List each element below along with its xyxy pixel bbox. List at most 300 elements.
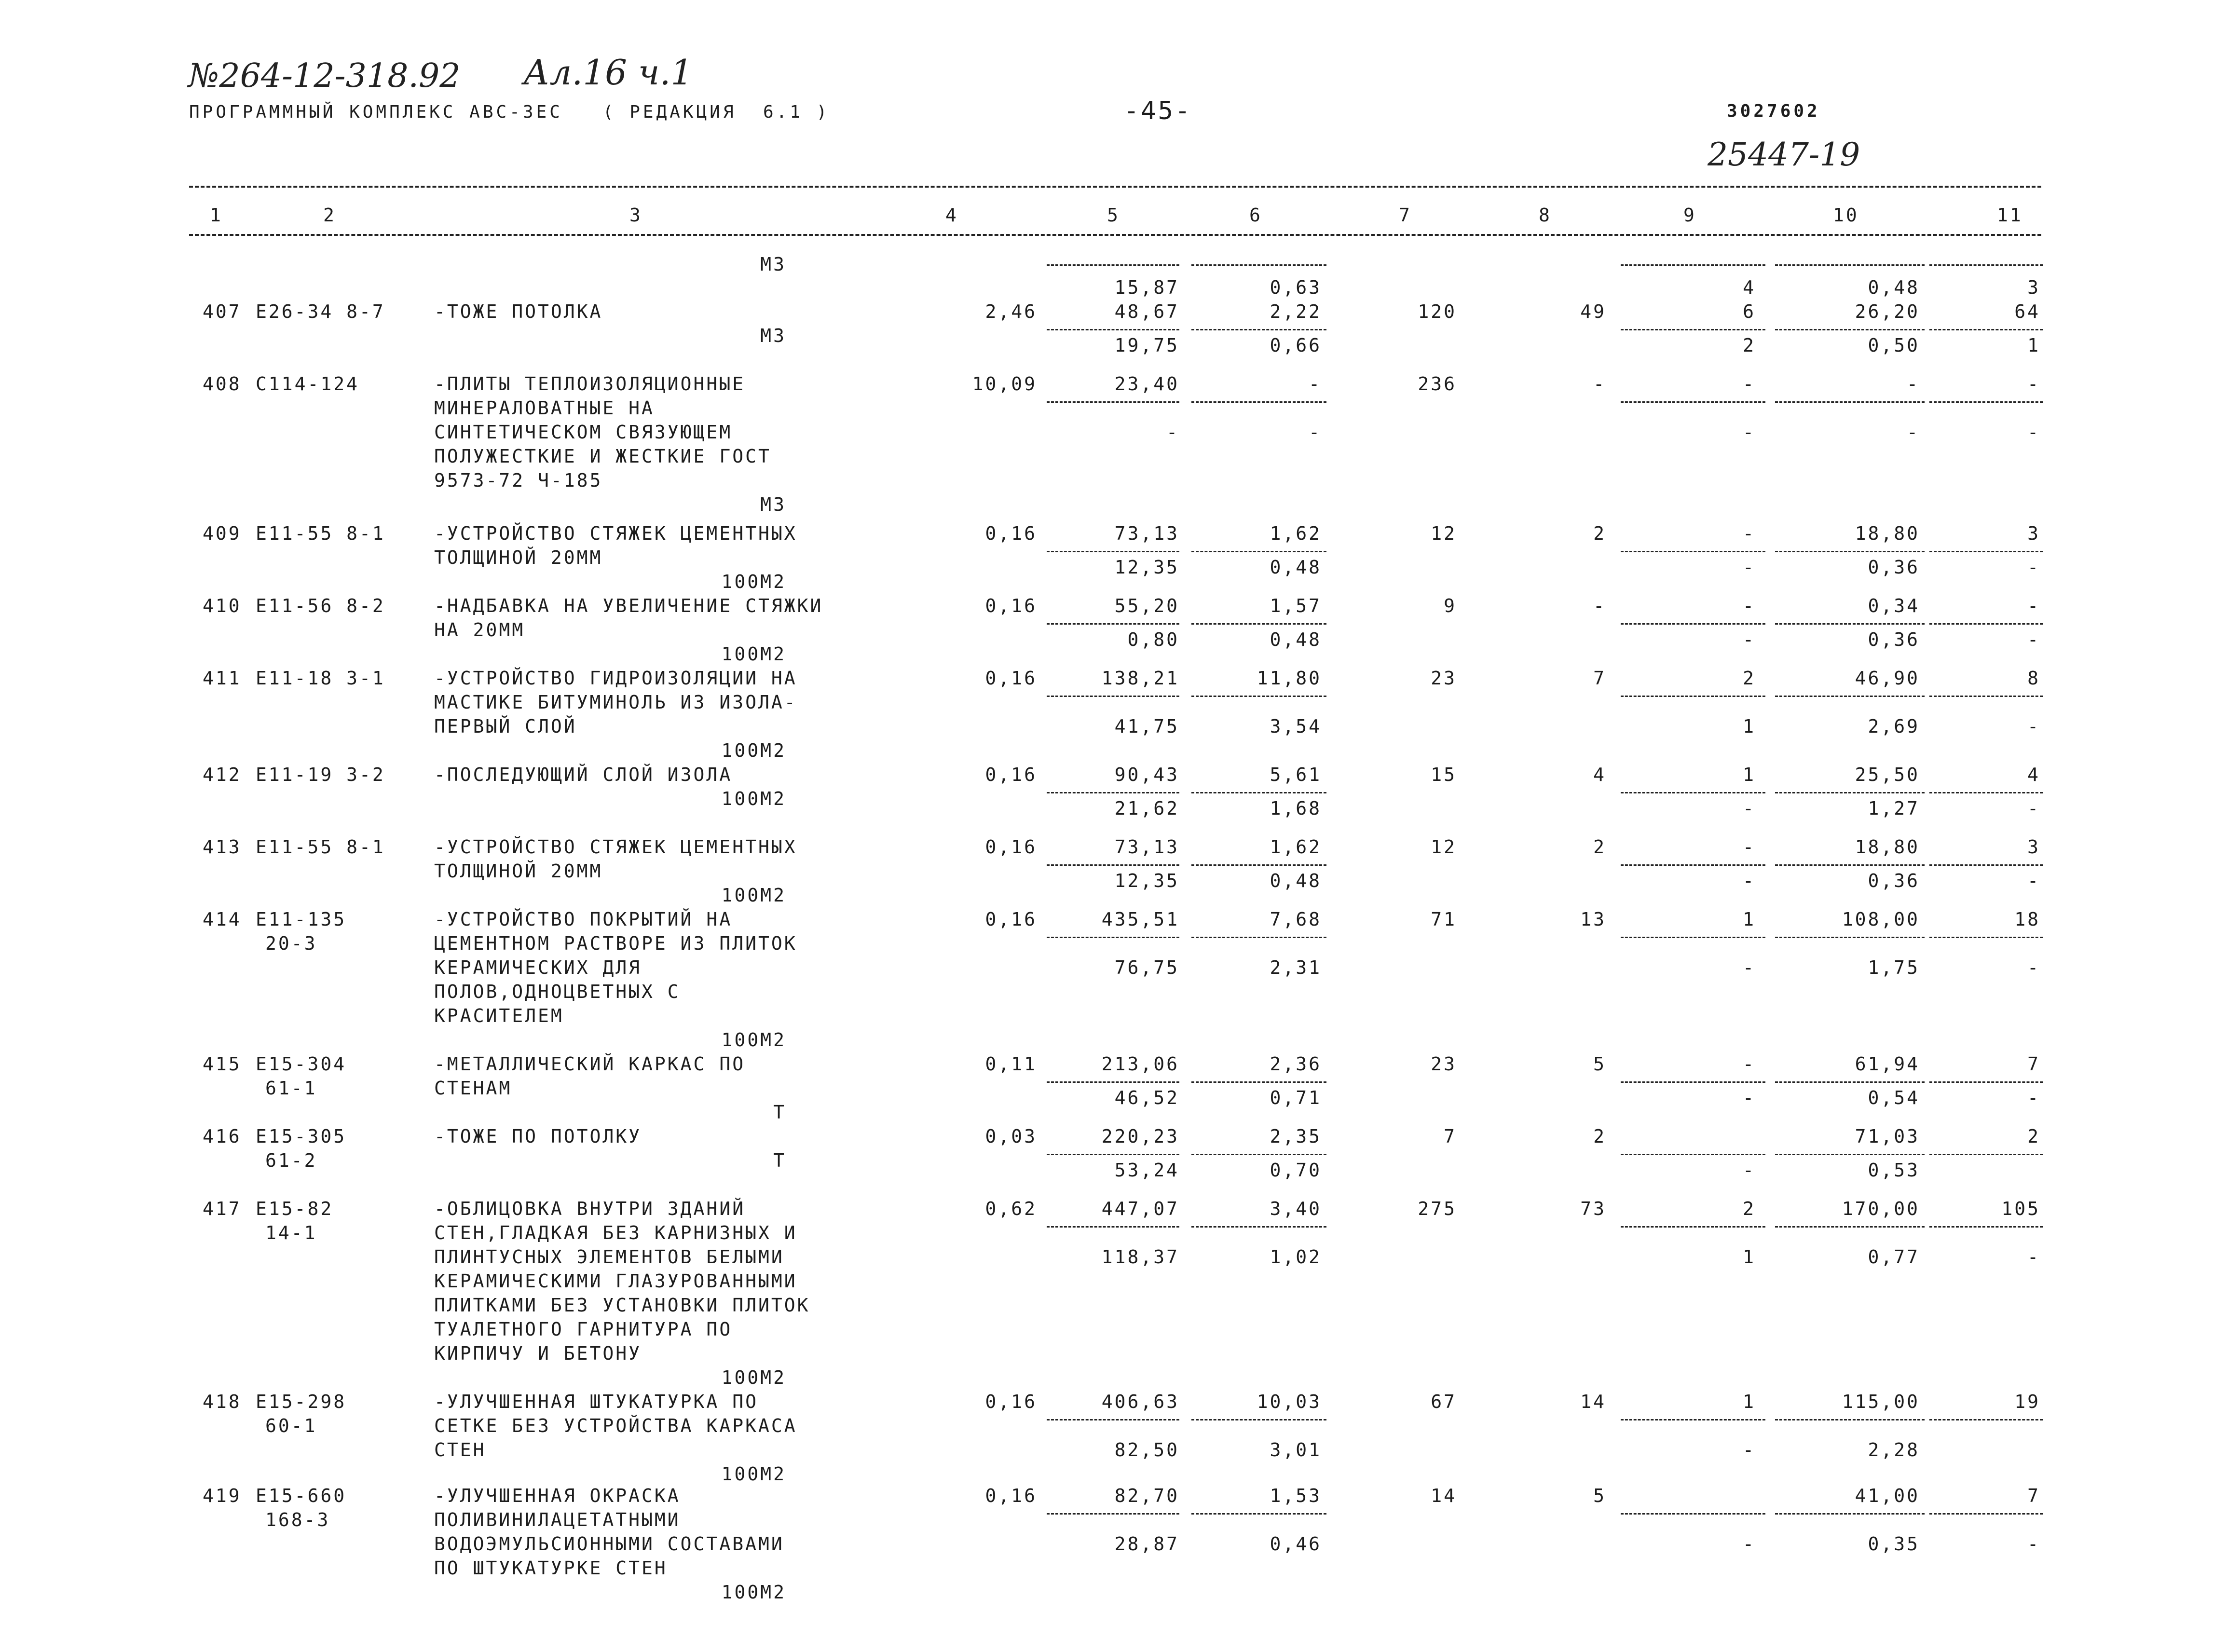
row-description: ПЕРВЫЙ СЛОЙ [434, 716, 577, 737]
unit-label: 100М2 [721, 1029, 786, 1051]
column-header-6: 6 [1249, 205, 1262, 226]
sub-value-c9: - [1743, 629, 1756, 650]
sub-value-c5: 21,62 [1114, 798, 1179, 819]
cell-dashes [1047, 401, 1179, 403]
value-c6: - [1309, 373, 1322, 395]
unit-label: 100М2 [721, 643, 786, 665]
sub-value-c6: 1,02 [1270, 1246, 1322, 1268]
row-description: -УЛУЧШЕННАЯ ШТУКАТУРКА ПО [434, 1391, 758, 1412]
unit-label: 100М2 [721, 1367, 786, 1388]
cell-dashes [1929, 1513, 2043, 1515]
sub-value-c9: 4 [1743, 277, 1756, 298]
value-c5: 90,43 [1114, 764, 1179, 785]
row-description: -ТОЖЕ ПОТОЛКА [434, 301, 603, 322]
row-description: СИНТЕТИЧЕСКОМ СВЯЗУЮЩЕМ [434, 422, 733, 443]
row-description: -УСТРОЙСТВО СТЯЖЕК ЦЕМЕНТНЫХ [434, 523, 797, 544]
value-c6: 5,61 [1270, 764, 1322, 785]
value-c6: 1,53 [1270, 1485, 1322, 1506]
cell-dashes [1621, 696, 1765, 697]
row-description: НА 20ММ [434, 619, 525, 641]
value-c6: 1,62 [1270, 523, 1322, 544]
unit-label: Т [773, 1102, 786, 1123]
value-c5: 406,63 [1101, 1391, 1179, 1412]
row-description: КЕРАМИЧЕСКИМИ ГЛАЗУРОВАННЫМИ [434, 1270, 797, 1292]
value-c4: 0,16 [985, 764, 1037, 785]
cell-dashes [1775, 864, 1925, 866]
sub-value-c11: - [2027, 422, 2040, 443]
row-description: -УСТРОЙСТВО ПОКРЫТИЙ НА [434, 909, 733, 930]
cell-dashes [1929, 623, 2043, 625]
sub-value-c10: 0,36 [1868, 629, 1920, 650]
row-code: Е15-304 [256, 1053, 347, 1075]
unit-label: 100М2 [721, 571, 786, 592]
value-c11: - [2027, 373, 2040, 395]
row-code: Е11-55 8-1 [256, 523, 385, 544]
sub-value-c6: 3,01 [1270, 1439, 1322, 1461]
row-code: Е11-135 [256, 909, 347, 930]
column-header-4: 4 [945, 205, 958, 226]
value-c10: 18,80 [1855, 836, 1920, 858]
value-c4: 10,09 [972, 373, 1037, 395]
cell-dashes [1621, 401, 1765, 403]
doc-sheet-handwritten: Ал.16 ч.1 [523, 52, 693, 93]
sub-value-c9: - [1743, 957, 1756, 978]
row-number: 419 [203, 1485, 242, 1506]
row-code: Е11-19 3-2 [256, 764, 385, 785]
value-c11: 7 [2027, 1053, 2040, 1075]
value-c8: - [1593, 373, 1606, 395]
row-description: ЦЕМЕНТНОМ РАСТВОРЕ ИЗ ПЛИТОК [434, 933, 797, 954]
row-description: СЕТКЕ БЕЗ УСТРОЙСТВА КАРКАСА [434, 1415, 797, 1436]
value-c5: 73,13 [1114, 836, 1179, 858]
value-c7: 23 [1431, 1053, 1457, 1075]
cell-dashes [1191, 401, 1326, 403]
sub-value-c6: 3,54 [1270, 716, 1322, 737]
row-code: Е15-82 [256, 1198, 334, 1219]
cell-dashes [1621, 937, 1765, 938]
row-description: ТОЛЩИНОЙ 20ММ [434, 860, 603, 882]
value-c7: 67 [1431, 1391, 1457, 1412]
value-c5: 138,21 [1101, 668, 1179, 689]
column-header-1: 1 [210, 205, 223, 226]
cell-dashes [1191, 696, 1326, 697]
value-c10: 170,00 [1842, 1198, 1920, 1219]
sub-value-c10: 2,28 [1868, 1439, 1920, 1461]
row-description: -ПОСЛЕДУЮЩИЙ СЛОЙ ИЗОЛА [434, 764, 733, 785]
cell-dashes [1775, 623, 1925, 625]
cell-dashes [1047, 1513, 1179, 1515]
cell-dashes [1191, 864, 1326, 866]
sub-value-c5: 118,37 [1101, 1246, 1179, 1268]
cell-dashes [1929, 329, 2043, 330]
row-description: ВОДОЭМУЛЬСИОННЫМИ СОСТАВАМИ [434, 1533, 784, 1555]
sub-value-c10: 0,36 [1868, 557, 1920, 578]
cell-dashes [1191, 1154, 1326, 1155]
value-c8: 14 [1580, 1391, 1606, 1412]
sub-value-c11: 3 [2027, 277, 2040, 298]
value-c9: 6 [1743, 301, 1756, 322]
cell-dashes [1191, 792, 1326, 793]
cell-dashes [1191, 1419, 1326, 1420]
value-c10: 61,94 [1855, 1053, 1920, 1075]
sub-value-c5: 76,75 [1114, 957, 1179, 978]
value-c7: 12 [1431, 523, 1457, 544]
value-c7: 71 [1431, 909, 1457, 930]
sub-value-c9: 1 [1743, 716, 1756, 737]
sub-value-c6: 0,48 [1270, 629, 1322, 650]
cell-dashes [1621, 329, 1765, 330]
cell-dashes [1775, 696, 1925, 697]
unit-label: 100М2 [721, 788, 786, 809]
cell-dashes [1929, 696, 2043, 697]
value-c9: 1 [1743, 909, 1756, 930]
unit-label: М3 [760, 494, 786, 515]
row-description: ПОЛИВИНИЛАЦЕТАТНЫМИ [434, 1509, 681, 1530]
row-code: Е15-298 [256, 1391, 347, 1412]
sub-value-c9: 1 [1743, 1246, 1756, 1268]
cell-dashes [1047, 864, 1179, 866]
unit-label: 100М2 [721, 1463, 786, 1485]
value-c8: 2 [1593, 523, 1606, 544]
cell-dashes [1047, 1081, 1179, 1083]
cell-dashes [1775, 264, 1925, 266]
value-c8: 4 [1593, 764, 1606, 785]
value-c5: 48,67 [1114, 301, 1179, 322]
cell-dashes [1621, 551, 1765, 552]
value-c8: 5 [1593, 1053, 1606, 1075]
row-number: 411 [203, 668, 242, 689]
value-c7: 7 [1444, 1126, 1457, 1147]
cell-dashes [1047, 937, 1179, 938]
row-description: ПОЛУЖЕСТКИЕ И ЖЕСТКИЕ ГОСТ [434, 446, 771, 467]
value-c9: - [1743, 373, 1756, 395]
sub-value-c9: - [1743, 422, 1756, 443]
sub-value-c9: - [1743, 557, 1756, 578]
sub-value-c6: 2,31 [1270, 957, 1322, 978]
doc-code-handwritten: №264-12-318.92 [188, 57, 461, 95]
row-description: ПО ШТУКАТУРКЕ СТЕН [434, 1557, 668, 1579]
sub-value-c5: 0,80 [1127, 629, 1179, 650]
sub-value-c5: 15,87 [1114, 277, 1179, 298]
row-description: КЕРАМИЧЕСКИХ ДЛЯ [434, 957, 642, 978]
value-c8: 7 [1593, 668, 1606, 689]
value-c9: 1 [1743, 764, 1756, 785]
unit-label: 100М2 [721, 885, 786, 906]
row-code: Е11-18 3-1 [256, 668, 385, 689]
value-c8: 13 [1580, 909, 1606, 930]
header-top-rule [189, 186, 2041, 188]
row-description: -МЕТАЛЛИЧЕСКИЙ КАРКАС ПО [434, 1053, 746, 1075]
sub-value-c9: - [1743, 870, 1756, 891]
sub-value-c10: 0,53 [1868, 1160, 1920, 1181]
cell-dashes [1621, 792, 1765, 793]
cell-dashes [1775, 329, 1925, 330]
cell-dashes [1047, 792, 1179, 793]
cell-dashes [1775, 551, 1925, 552]
cell-dashes [1191, 551, 1326, 552]
value-c11: 64 [2014, 301, 2040, 322]
value-c7: 120 [1418, 301, 1457, 322]
sub-value-c5: 46,52 [1114, 1087, 1179, 1108]
sub-value-c10: 0,36 [1868, 870, 1920, 891]
row-description: -УСТРОЙСТВО СТЯЖЕК ЦЕМЕНТНЫХ [434, 836, 797, 858]
value-c4: 0,16 [985, 909, 1037, 930]
cell-dashes [1775, 1513, 1925, 1515]
value-c9: 2 [1743, 668, 1756, 689]
row-code-sub: 20-3 [265, 933, 317, 954]
value-c4: 0,16 [985, 1391, 1037, 1412]
row-code: Е15-305 [256, 1126, 347, 1147]
sub-value-c5: 53,24 [1114, 1160, 1179, 1181]
sub-value-c5: 12,35 [1114, 557, 1179, 578]
row-code: Е11-56 8-2 [256, 595, 385, 616]
value-c9: - [1743, 523, 1756, 544]
row-number: 415 [203, 1053, 242, 1075]
value-c6: 1,62 [1270, 836, 1322, 858]
cell-dashes [1191, 1513, 1326, 1515]
sub-value-c11: - [2027, 716, 2040, 737]
cell-dashes [1929, 937, 2043, 938]
cell-dashes [1775, 937, 1925, 938]
value-c11: 4 [2027, 764, 2040, 785]
cell-dashes [1621, 1513, 1765, 1515]
value-c4: 0,11 [985, 1053, 1037, 1075]
value-c10: 41,00 [1855, 1485, 1920, 1506]
cell-dashes [1047, 264, 1179, 266]
cell-dashes [1047, 1154, 1179, 1155]
row-number: 417 [203, 1198, 242, 1219]
column-header-3: 3 [629, 205, 642, 226]
value-c8: 2 [1593, 836, 1606, 858]
cell-dashes [1775, 792, 1925, 793]
row-number: 409 [203, 523, 242, 544]
value-c7: 12 [1431, 836, 1457, 858]
row-number: 413 [203, 836, 242, 858]
cell-dashes [1929, 792, 2043, 793]
sub-value-c11: - [2027, 1246, 2040, 1268]
column-header-8: 8 [1539, 205, 1552, 226]
cell-dashes [1047, 1419, 1179, 1420]
row-description: ТУАЛЕТНОГО ГАРНИТУРА ПО [434, 1319, 733, 1340]
cell-dashes [1621, 623, 1765, 625]
value-c7: 236 [1418, 373, 1457, 395]
value-c7: 14 [1431, 1485, 1457, 1506]
cell-dashes [1191, 937, 1326, 938]
row-number: 418 [203, 1391, 242, 1412]
cell-dashes [1191, 1226, 1326, 1228]
value-c7: 23 [1431, 668, 1457, 689]
row-code-sub: 60-1 [265, 1415, 317, 1436]
row-code: С114-124 [256, 373, 360, 395]
sub-value-c11: - [2027, 1533, 2040, 1555]
row-description: КРАСИТЕЛЕМ [434, 1005, 564, 1026]
row-number: 414 [203, 909, 242, 930]
column-header-5: 5 [1107, 205, 1120, 226]
column-header-11: 11 [1997, 205, 2023, 226]
value-c5: 73,13 [1114, 523, 1179, 544]
value-c10: 46,90 [1855, 668, 1920, 689]
sub-value-c11: - [2027, 629, 2040, 650]
value-c6: 11,80 [1257, 668, 1322, 689]
value-c6: 7,68 [1270, 909, 1322, 930]
value-c11: 3 [2027, 836, 2040, 858]
value-c4: 0,16 [985, 595, 1037, 616]
program-line: ПРОГРАММНЫЙ КОМПЛЕКС АВС-3ЕС ( РЕДАКЦИЯ 6.1 ) [189, 102, 830, 122]
value-c10: 18,80 [1855, 523, 1920, 544]
value-c8: 49 [1580, 301, 1606, 322]
row-description: СТЕН,ГЛАДКАЯ БЕЗ КАРНИЗНЫХ И [434, 1222, 797, 1243]
value-c5: 447,07 [1101, 1198, 1179, 1219]
doc-id: 3027602 [1727, 101, 1820, 121]
value-c6: 2,35 [1270, 1126, 1322, 1147]
value-c5: 82,70 [1114, 1485, 1179, 1506]
sub-value-c11: 1 [2027, 335, 2040, 356]
sub-value-c6: - [1309, 422, 1322, 443]
value-c11: 18 [2014, 909, 2040, 930]
value-c10: 26,20 [1855, 301, 1920, 322]
sub-value-c11: - [2027, 870, 2040, 891]
sub-value-c6: 0,66 [1270, 335, 1322, 356]
cell-dashes [1775, 1154, 1925, 1155]
column-header-7: 7 [1399, 205, 1412, 226]
value-c5: 435,51 [1101, 909, 1179, 930]
value-c6: 1,57 [1270, 595, 1322, 616]
row-description: СТЕН [434, 1439, 486, 1461]
sub-value-c11: - [2027, 798, 2040, 819]
cell-dashes [1621, 264, 1765, 266]
row-description: -УЛУЧШЕННАЯ ОКРАСКА [434, 1485, 681, 1506]
sub-value-c5: 41,75 [1114, 716, 1179, 737]
cell-dashes [1929, 1154, 2043, 1155]
value-c10: 0,34 [1868, 595, 1920, 616]
cell-dashes [1929, 551, 2043, 552]
sub-value-c10: 2,69 [1868, 716, 1920, 737]
value-c4: 0,03 [985, 1126, 1037, 1147]
row-code: Е26-34 8-7 [256, 301, 385, 322]
value-c8: 73 [1580, 1198, 1606, 1219]
row-description: -ОБЛИЦОВКА ВНУТРИ ЗДАНИЙ [434, 1198, 746, 1219]
value-c10: 71,03 [1855, 1126, 1920, 1147]
value-c8: 2 [1593, 1126, 1606, 1147]
value-c4: 0,16 [985, 523, 1037, 544]
value-c4: 2,46 [985, 301, 1037, 322]
cell-dashes [1191, 623, 1326, 625]
value-c10: 115,00 [1842, 1391, 1920, 1412]
row-code: Е11-55 8-1 [256, 836, 385, 858]
sub-value-c11: - [2027, 1087, 2040, 1108]
value-c7: 275 [1418, 1198, 1457, 1219]
cell-dashes [1929, 401, 2043, 403]
row-number: 408 [203, 373, 242, 395]
row-number: 416 [203, 1126, 242, 1147]
column-header-9: 9 [1683, 205, 1696, 226]
value-c10: 108,00 [1842, 909, 1920, 930]
cell-dashes [1047, 551, 1179, 552]
cell-dashes [1621, 864, 1765, 866]
row-code-sub: 61-2 [265, 1150, 317, 1171]
value-c11: 3 [2027, 523, 2040, 544]
value-c4: 0,16 [985, 836, 1037, 858]
sub-value-c10: 1,27 [1868, 798, 1920, 819]
cell-dashes [1929, 1419, 2043, 1420]
cell-dashes [1929, 1081, 2043, 1083]
value-c4: 0,16 [985, 668, 1037, 689]
cell-dashes [1621, 1226, 1765, 1228]
value-c6: 2,36 [1270, 1053, 1322, 1075]
row-description: -НАДБАВКА НА УВЕЛИЧЕНИЕ СТЯЖКИ [434, 595, 823, 616]
sub-value-c9: 2 [1743, 335, 1756, 356]
sub-value-c10: 0,54 [1868, 1087, 1920, 1108]
cell-dashes [1621, 1154, 1765, 1155]
cell-dashes [1191, 264, 1326, 266]
value-c11: - [2027, 595, 2040, 616]
value-c5: 55,20 [1114, 595, 1179, 616]
row-description: -ПЛИТЫ ТЕПЛОИЗОЛЯЦИОННЫЕ [434, 373, 746, 395]
value-c9: - [1743, 836, 1756, 858]
value-c9: 1 [1743, 1391, 1756, 1412]
value-c5: 23,40 [1114, 373, 1179, 395]
sub-value-c10: 0,77 [1868, 1246, 1920, 1268]
value-c5: 213,06 [1101, 1053, 1179, 1075]
value-c11: 8 [2027, 668, 2040, 689]
row-description: ПЛИНТУСНЫХ ЭЛЕМЕНТОВ БЕЛЫМИ [434, 1246, 784, 1268]
cell-dashes [1775, 1081, 1925, 1083]
cell-dashes [1047, 1226, 1179, 1228]
sub-value-c5: 12,35 [1114, 870, 1179, 891]
value-c11: 2 [2027, 1126, 2040, 1147]
sub-value-c6: 0,48 [1270, 557, 1322, 578]
sub-value-c6: 0,70 [1270, 1160, 1322, 1181]
cell-dashes [1047, 696, 1179, 697]
sub-value-c6: 0,63 [1270, 277, 1322, 298]
sub-value-c11: - [2027, 957, 2040, 978]
sub-value-c5: 82,50 [1114, 1439, 1179, 1461]
cell-dashes [1929, 864, 2043, 866]
sub-value-c6: 1,68 [1270, 798, 1322, 819]
row-description: МАСТИКЕ БИТУМИНОЛЬ ИЗ ИЗОЛА- [434, 692, 797, 713]
cell-dashes [1929, 264, 2043, 266]
value-c9: - [1743, 1053, 1756, 1075]
sub-value-c10: 1,75 [1868, 957, 1920, 978]
row-description: ПЛИТКАМИ БЕЗ УСТАНОВКИ ПЛИТОК [434, 1295, 810, 1316]
cell-dashes [1621, 1081, 1765, 1083]
row-description: ТОЛЩИНОЙ 20ММ [434, 547, 603, 568]
sub-value-c5: - [1166, 422, 1179, 443]
row-description: -ТОЖЕ ПО ПОТОЛКУ [434, 1126, 642, 1147]
sub-value-c5: 19,75 [1114, 335, 1179, 356]
sub-value-c10: 0,50 [1868, 335, 1920, 356]
value-c6: 3,40 [1270, 1198, 1322, 1219]
sub-value-c6: 0,71 [1270, 1087, 1322, 1108]
value-c6: 2,22 [1270, 301, 1322, 322]
value-c6: 10,03 [1257, 1391, 1322, 1412]
row-description: МИНЕРАЛОВАТНЫЕ НА [434, 397, 655, 419]
value-c8: - [1593, 595, 1606, 616]
row-number: 407 [203, 301, 242, 322]
row-description: ПОЛОВ,ОДНОЦВЕТНЫХ С [434, 981, 681, 1002]
cell-dashes [1191, 1081, 1326, 1083]
row-code-sub: 61-1 [265, 1078, 317, 1099]
row-description: -УСТРОЙСТВО ГИДРОИЗОЛЯЦИИ НА [434, 668, 797, 689]
unit-label: М3 [760, 325, 786, 346]
value-c4: 0,16 [985, 1485, 1037, 1506]
unit-label: 100М2 [721, 740, 786, 761]
sub-value-c9: - [1743, 1160, 1756, 1181]
sub-value-c5: 28,87 [1114, 1533, 1179, 1555]
sub-value-c6: 0,48 [1270, 870, 1322, 891]
value-c7: 15 [1431, 764, 1457, 785]
page-number: -45- [1124, 96, 1192, 125]
